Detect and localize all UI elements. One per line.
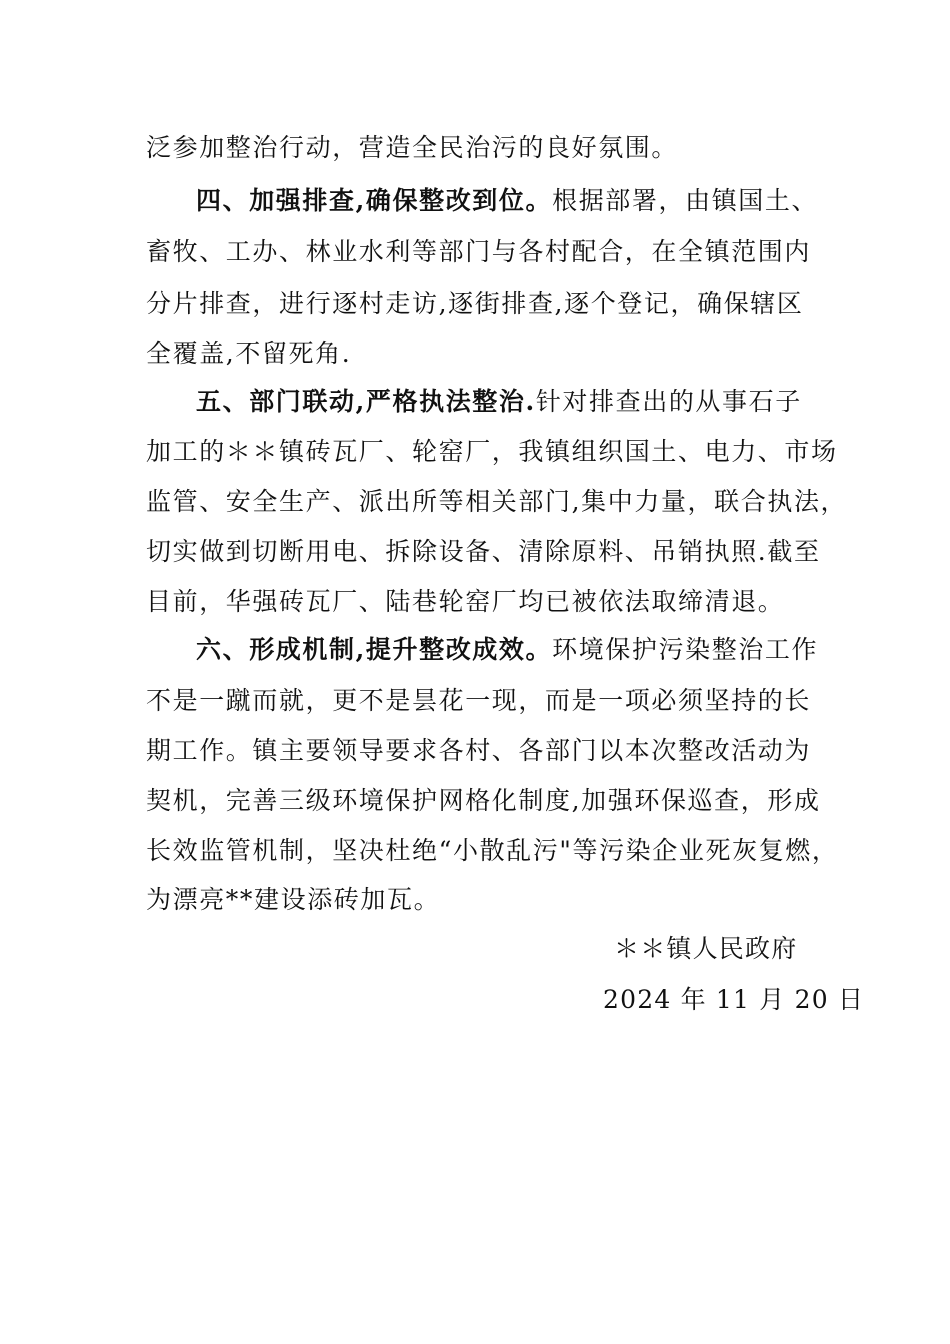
line-text: 监管、安全生产、派出所等相关部门,集中力量，联合执法， <box>146 487 848 516</box>
body-line-14 <box>146 786 821 816</box>
signature-date: 2024 年 11 月 20 日 <box>603 985 865 1014</box>
section-4-heading: 四、加强排查,确保整改到位。 <box>196 186 553 215</box>
body-line-15 <box>146 836 838 866</box>
signature-organization: ＊＊镇人民政府 <box>614 934 798 963</box>
line-text: 畜牧、工办、林业水利等部门与各村配合，在全镇范围内 <box>146 237 812 266</box>
section-6-heading: 六、形成机制,提升整改成效。 <box>196 635 553 664</box>
body-line-10 <box>146 587 784 617</box>
line-text: 分片排查，进行逐村走访,逐街排查,逐个登记，确保辖区 <box>146 289 804 318</box>
body-line-12 <box>146 686 811 716</box>
section-6-heading-line <box>196 635 818 665</box>
section-5-heading-line <box>196 387 802 417</box>
line-text: 不是一蹴而就，更不是昙花一现，而是一项必须坚持的长 <box>146 686 812 715</box>
line-text: 针对排查出的从事石子 <box>535 387 802 416</box>
line-text: 泛参加整治行动，营造全民治污的良好氛围。 <box>146 133 679 162</box>
line-text: 全覆盖,不留死角. <box>146 339 352 368</box>
body-line-16 <box>146 885 440 915</box>
body-line-13 <box>146 736 811 766</box>
section-5-heading: 五、部门联动,严格执法整治. <box>196 387 536 416</box>
line-text: 加工的＊＊镇砖瓦厂、轮窑厂，我镇组织国土、电力、市场 <box>146 437 838 466</box>
section-4-heading-line <box>196 186 818 216</box>
line-text: 为漂亮**建设添砖加瓦。 <box>146 885 441 914</box>
body-line-1 <box>146 133 678 163</box>
body-line-4 <box>146 289 804 319</box>
body-line-9 <box>146 537 821 567</box>
line-text: 目前，华强砖瓦厂、陆巷轮窑厂均已被依法取缔清退。 <box>146 587 785 616</box>
body-line-7 <box>146 437 838 467</box>
line-text: 环境保护污染整治工作 <box>552 635 819 664</box>
body-line-5 <box>146 339 351 369</box>
body-line-8 <box>146 487 847 517</box>
line-text: 契机，完善三级环境保护网格化制度,加强环保巡查，形成 <box>146 786 821 815</box>
line-text: 期工作。镇主要领导要求各村、各部门以本次整改活动为 <box>146 736 812 765</box>
line-text: 根据部署，由镇国土、 <box>552 186 819 215</box>
line-text: 切实做到切断用电、拆除设备、清除原料、吊销执照.截至 <box>146 537 821 566</box>
line-text: 长效监管机制，坚决杜绝“小散乱污"等污染企业死灰复燃， <box>146 836 839 865</box>
body-line-3 <box>146 237 811 267</box>
